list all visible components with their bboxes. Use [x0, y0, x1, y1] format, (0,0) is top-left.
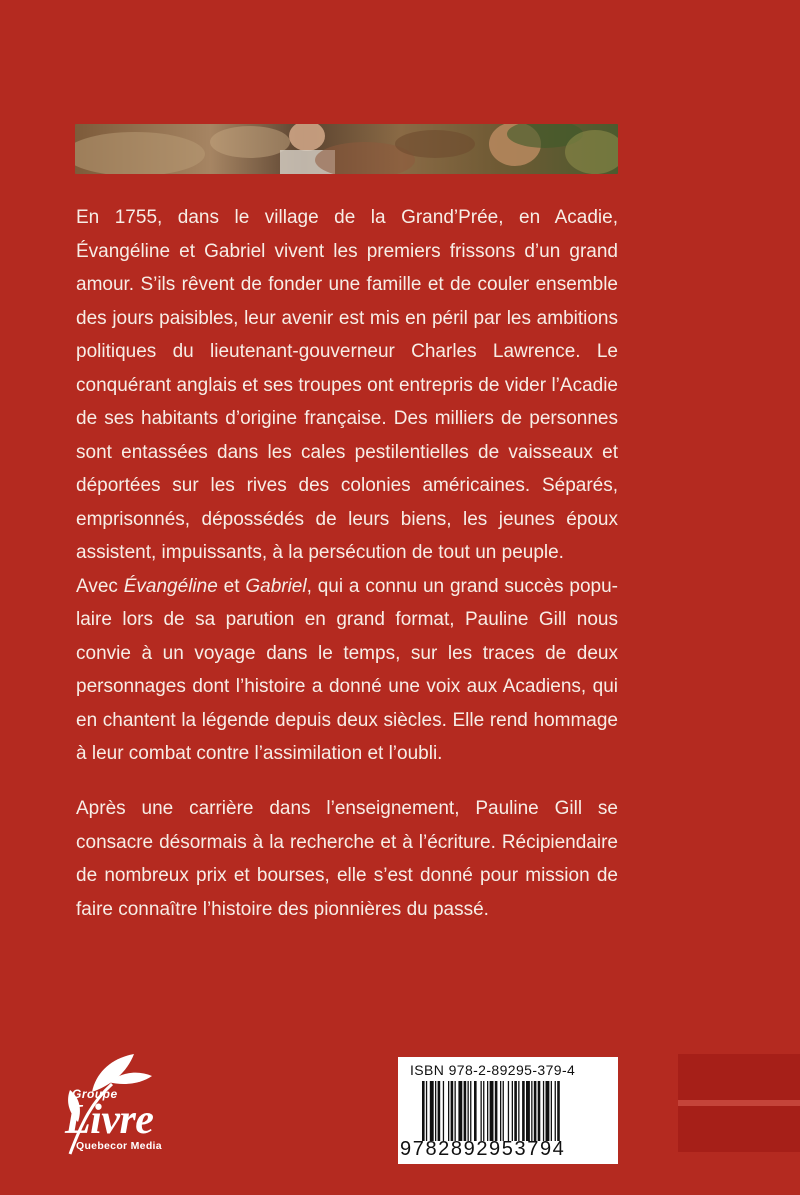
barcode-bar [522, 1081, 525, 1141]
blurb-title-evangeline: Évangéline [123, 575, 218, 597]
barcode-bar [451, 1081, 454, 1141]
barcode-bar [526, 1081, 530, 1141]
barcode-bar [518, 1081, 519, 1141]
barcode-bars [422, 1081, 610, 1141]
blurb-p2-rest: , qui a connu un grand succès populaire lors de sa parution en grand format, Pauline Gill nous convie à un voyage dans le temps, sur les traces de deux personnages dont l’histoire a donné une voix aux Acadiens, qui en chantent la légende depuis deux siècles. Elle rend hommage à leur combat contre l’assimilation et l’oubli. [76, 575, 618, 764]
barcode-bar [483, 1081, 484, 1141]
barcode-bar [426, 1081, 427, 1141]
author-bio [76, 792, 618, 926]
spine-tab-bottom [678, 1106, 800, 1152]
barcode-bar [443, 1081, 444, 1141]
barcode-bar [435, 1081, 436, 1141]
barcode-bar [557, 1081, 560, 1141]
barcode-bar [503, 1081, 504, 1141]
barcode-bar [514, 1081, 517, 1141]
logo-subtitle-text: Quebecor Media [76, 1140, 162, 1152]
blurb-title-gabriel: Gabriel [245, 575, 307, 597]
blurb-p2-prefix: Avec [76, 575, 124, 597]
barcode-bar [538, 1081, 541, 1141]
barcode-bar [464, 1081, 467, 1141]
blurb-paragraph-1: En 1755, dans le village de la Grand’Prée, en Acadie, Évangéline et Gabriel vivent les premiers frissons d’un grand amour. S’ils rêvent de fonder une famille et de couler ensemble des jours paisibles, leur avenir est mis en péril par les ambitions politiques du lieutenant-gouverneur Charles Lawrence. Le conquérant anglais et ses troupes ont entrepris de vider l’Acadie de ses habitants d’origine française. Des milliers de personnes sont entassées dans les cales pestilentielles de vaisseaux et déportées sur les rives des colonies américaines. Séparés, emprisonnés, dépossédés de leurs biens, les jeunes époux assistent, impuissants, à la persécution de tout un peuple. [76, 207, 618, 563]
barcode-bar [474, 1081, 477, 1141]
barcode-bar [448, 1081, 449, 1141]
barcode-bar [531, 1081, 532, 1141]
logo-groupe-text: Groupe [72, 1087, 118, 1101]
barcode-bar [487, 1081, 488, 1141]
barcode-bar [458, 1081, 462, 1141]
barcode-bar [455, 1081, 456, 1141]
painting-image [75, 124, 618, 174]
cover-painting-strip [75, 124, 618, 174]
barcode-bar [468, 1081, 469, 1141]
logo-livre-text: Livre [65, 1097, 154, 1143]
isbn-label: ISBN 978-2-89295-379-4 [410, 1062, 576, 1078]
barcode-digits: 9782892953794 [400, 1138, 566, 1160]
barcode-bar [422, 1081, 425, 1141]
blurb-p2-mid: et [217, 575, 246, 597]
barcode-bar [430, 1081, 434, 1141]
barcode-bar [546, 1081, 550, 1141]
barcode-bar [512, 1081, 513, 1141]
author-bio-text: Après une carrière dans l’enseignement, Pauline Gill se consacre désormais à la recherche et à l’écriture. Récipiendaire de nombreux prix et bourses, elle s’est donné pour mission de faire connaître l’histoire des pionnières du passé. [76, 798, 618, 920]
barcode-bar [481, 1081, 482, 1141]
barcode-bar [508, 1081, 509, 1141]
isbn-barcode [398, 1057, 618, 1164]
barcode-bar [500, 1081, 501, 1141]
barcode-bar [490, 1081, 494, 1141]
book-blurb [76, 201, 618, 771]
barcode-bar [438, 1081, 441, 1141]
barcode-bar [555, 1081, 556, 1141]
barcode-bar [543, 1081, 544, 1141]
blurb-paragraph-2 [76, 570, 618, 771]
barcode-bar [495, 1081, 498, 1141]
spine-tab-top [678, 1054, 800, 1100]
barcode-bar [534, 1081, 537, 1141]
barcode-bar [551, 1081, 552, 1141]
barcode-bar [470, 1081, 471, 1141]
